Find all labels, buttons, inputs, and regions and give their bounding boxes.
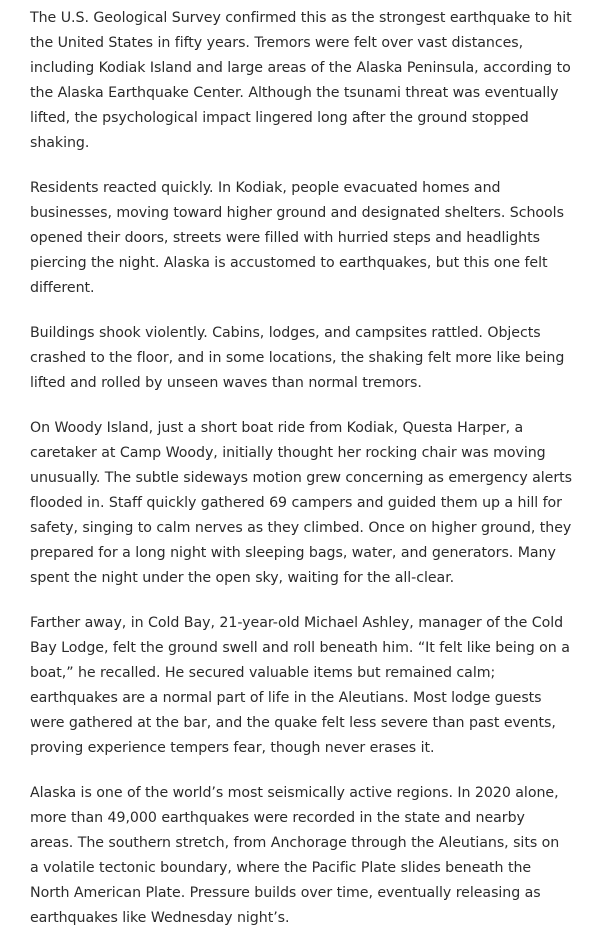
paragraph-strongest-quake: The U.S. Geological Survey confirmed this as the strongest earthquake to hit the United States in fifty years. Tremors were felt over vast distances, including Kodiak Island and large areas of the Alaska Peninsula, according to the Alaska Earthquake Center. Although the tsunami threat was eventually lifted, the psychological impact lingered long after the ground stopped shaking. xyxy=(30,10,572,151)
paragraph-woody-island: On Woody Island, just a short boat ride from Kodiak, Questa Harper, a caretaker at Camp Woody, initially thought her rocking chair was moving unusually. The subtle sideways motion grew concerning as emergency alerts flooded in. Staff quickly gathered 69 campers and guided them up a hill for safety, singing to calm nerves as they climbed. Once on higher ground, they prepared for a long night with sleeping bags, water, and generators. Many spent the night under the open sky, waiting for the all-clear. xyxy=(30,420,572,586)
paragraph-residents-reaction: Residents reacted quickly. In Kodiak, people evacuated homes and businesses, moving toward higher ground and designated shelters. Schools opened their doors, streets were filled with hurried steps and headlights piercing the night. Alaska is accustomed to earthquakes, but this one felt different. xyxy=(30,180,564,296)
paragraph-buildings-shook: Buildings shook violently. Cabins, lodges, and campsites rattled. Objects crashed to the floor, and in some locations, the shaking felt more like being lifted and rolled by unseen waves than normal tremors. xyxy=(30,325,565,391)
paragraph-cold-bay: Farther away, in Cold Bay, 21-year-old Michael Ashley, manager of the Cold Bay Lodge, felt the ground swell and roll beneath him. “It felt like being on a boat,” he recalled. He secured valuable items but remained calm; earthquakes are a normal part of life in the Aleutians. Most lodge guests were gathered at the bar, and the quake felt less severe than past events, proving experience tempers fear, though never erases it. xyxy=(30,615,570,756)
paragraph-seismic-activity: Alaska is one of the world’s most seismically active regions. In 2020 alone, more than 49,000 earthquakes were recorded in the state and nearby areas. The southern stretch, from Anchorage through the Aleutians, sits on a volatile tectonic boundary, where the Pacific Plate slides beneath the North American Plate. Pressure builds over time, eventually releasing as earthquakes like Wednesday night’s. xyxy=(30,785,560,926)
